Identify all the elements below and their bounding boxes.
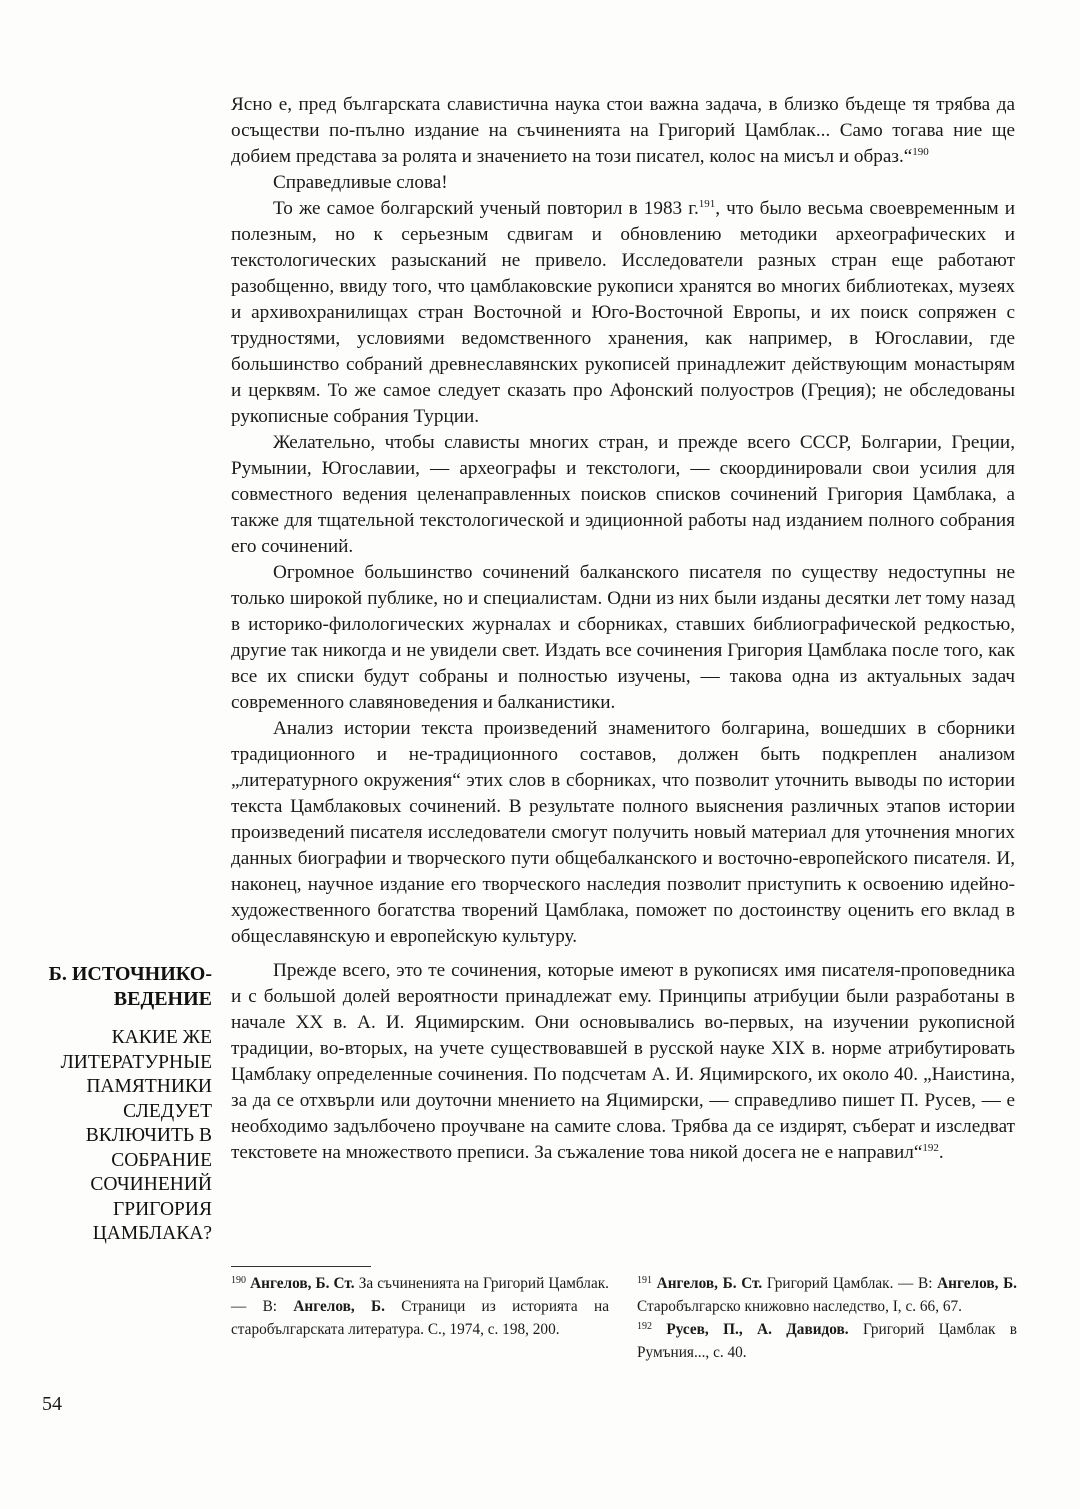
sidebar-section-heading: Б. ИСТОЧНИКО-ВЕДЕНИЕ	[48, 963, 212, 1010]
paragraph-edition: Огромное большинство сочинений балканского писателя по существу недоступны не только широкой публике, но и специалистам. Одни из них были изданы десятки лет тому назад в историко-филологических журналах и сборниках, ставших библиографической редкостью, другие так никогда и не увидели свет. Издать все сочинения Григория Цамблака после того, как все их списки будут собраны и полностью изучены, — такова одна из актуальных задач современного славяноведения и балканистики.	[231, 562, 1015, 713]
paragraph-coordination: Желательно, чтобы слависты многих стран, и прежде всего СССР, Болгарии, Греции, Румынии, Югославии, — археографы и текстологи, — скоординировали свои усилия для совместного ведения целенаправленных поисков списков сочинений Григория Цамблака, а также для тщательной текстологической и эдиционной работы над изданием полного собрания его сочинений.	[231, 432, 1015, 557]
footnote-ref-192[interactable]: 192	[922, 1142, 939, 1154]
footnote-ref-191[interactable]: 191	[698, 198, 716, 210]
footnote-190: $^{190}$ Ангелов, Б. Ст. За съчиненията на Григорий Цамблак. — В: Ангелов, Б. Страници из историята на старобългарската литература. С., 1974, с. 198, 200.	[231, 1275, 609, 1338]
paragraph-quote: Ясно е, пред българската славистична наука стои важна задача, в близко бъдеще тя трябва да осъществи по-пълно издание на съчиненията на Григорий Цамблак... Само тогава ние ще добием представа за ролята и значението на този писател, колос на мисъл и образ.“$^{190}$	[231, 94, 1015, 167]
paragraph-1983: То же самое болгарский ученый повторил в 1983 г.$^{191}$, что было весьма своевременным и полезным, но к серьезным сдвигам и обновлению методики археографических и текстологических разысканий не привело. Исследователи разных стран еще работают разобщенно, ввиду того, что цамблаковские рукописи хранятся во многих библиотеках, музеях и архивохранилищах стран Восточной и Юго-Восточной Европы, и их поиск сопряжен с трудностями, условиями ведомственного хранения, как например, в Югославии, где большинство собраний древнеславянских рукописей принадлежит действующим монастырям и церквям. То же самое следует сказать про Афонский полуостров (Греция); не обследованы рукописные собрания Турции.	[231, 198, 1015, 427]
footnote-column-right	[637, 1272, 1017, 1364]
footnote-ref-190[interactable]: 190	[912, 146, 929, 158]
paragraph-analysis: Анализ истории текста произведений знаменитого болгарина, вошедших в сборники традиционного и не-традиционного составов, должен быть подкреплен анализом „литературного окружения“ этих слов в сборниках, что позволит уточнить выводы по истории текста Цамблаковых сочинений. В результате полного выяснения различных этапов истории произведений писателя исследователи смогут получить новый материал для уточнения многих данных биографии и творческого пути общебалканского и восточно-европейского писателя. И, наконец, научное издание его творческого наследия позволит приступить к освоению идейно-художественного богатства творений Цамблака, поможет по достоинству оценить его вклад в общеславянскую и европейскую культуру.	[231, 718, 1015, 947]
paragraph-remark: Справедливые слова!	[273, 172, 448, 193]
main-text	[231, 92, 1015, 1166]
footnote-192: $^{192}$ Русев, П., А. Давидов. Григорий Цамблак в Румъния..., с. 40.	[637, 1321, 1018, 1361]
paragraph-sources: Прежде всего, это те сочинения, которые имеют в рукописях имя писателя-проповедника и с большой долей вероятности принадлежат ему. Принципы атрибуции были разработаны в начале XX в. А. И. Яцимирским. Они основывались во-первых, на изучении рукописной традиции, во-вторых, на учете существовавшей в русской науке XIX в. норме атрибутировать Цамблаку определенные сочинения. По подсчетам А. И. Яцимирского, их около 40. „Наистина, за да се отхвърли или доуточни мнението на Яцимирски, — справедливо пишет П. Русев, — е необходимо задълбочено проучване на самите слова. Трябва да се издирят, съберат и изследват текстовете на множеството преписи. За съжаление това никой досега не е направил“$^{192}$.	[231, 960, 1015, 1163]
sidebar-question: КАКИЕ ЖЕ ЛИТЕРАТУРНЫЕ ПАМЯТНИКИ СЛЕДУЕТ ВКЛЮЧИТЬ В СОБРАНИЕ СОЧИНЕНИЙ ГРИГОРИЯ ЦАМБЛАКА?	[60, 1027, 212, 1244]
page-number: 54	[42, 1393, 62, 1415]
footnote-divider	[231, 1266, 371, 1267]
footnote-191: $^{191}$ Ангелов, Б. Ст. Григорий Цамблак. — В: Ангелов, Б. Старобългарско книжовно наследство, I, с. 66, 67.	[637, 1275, 1018, 1315]
footnote-column-left	[231, 1272, 609, 1341]
